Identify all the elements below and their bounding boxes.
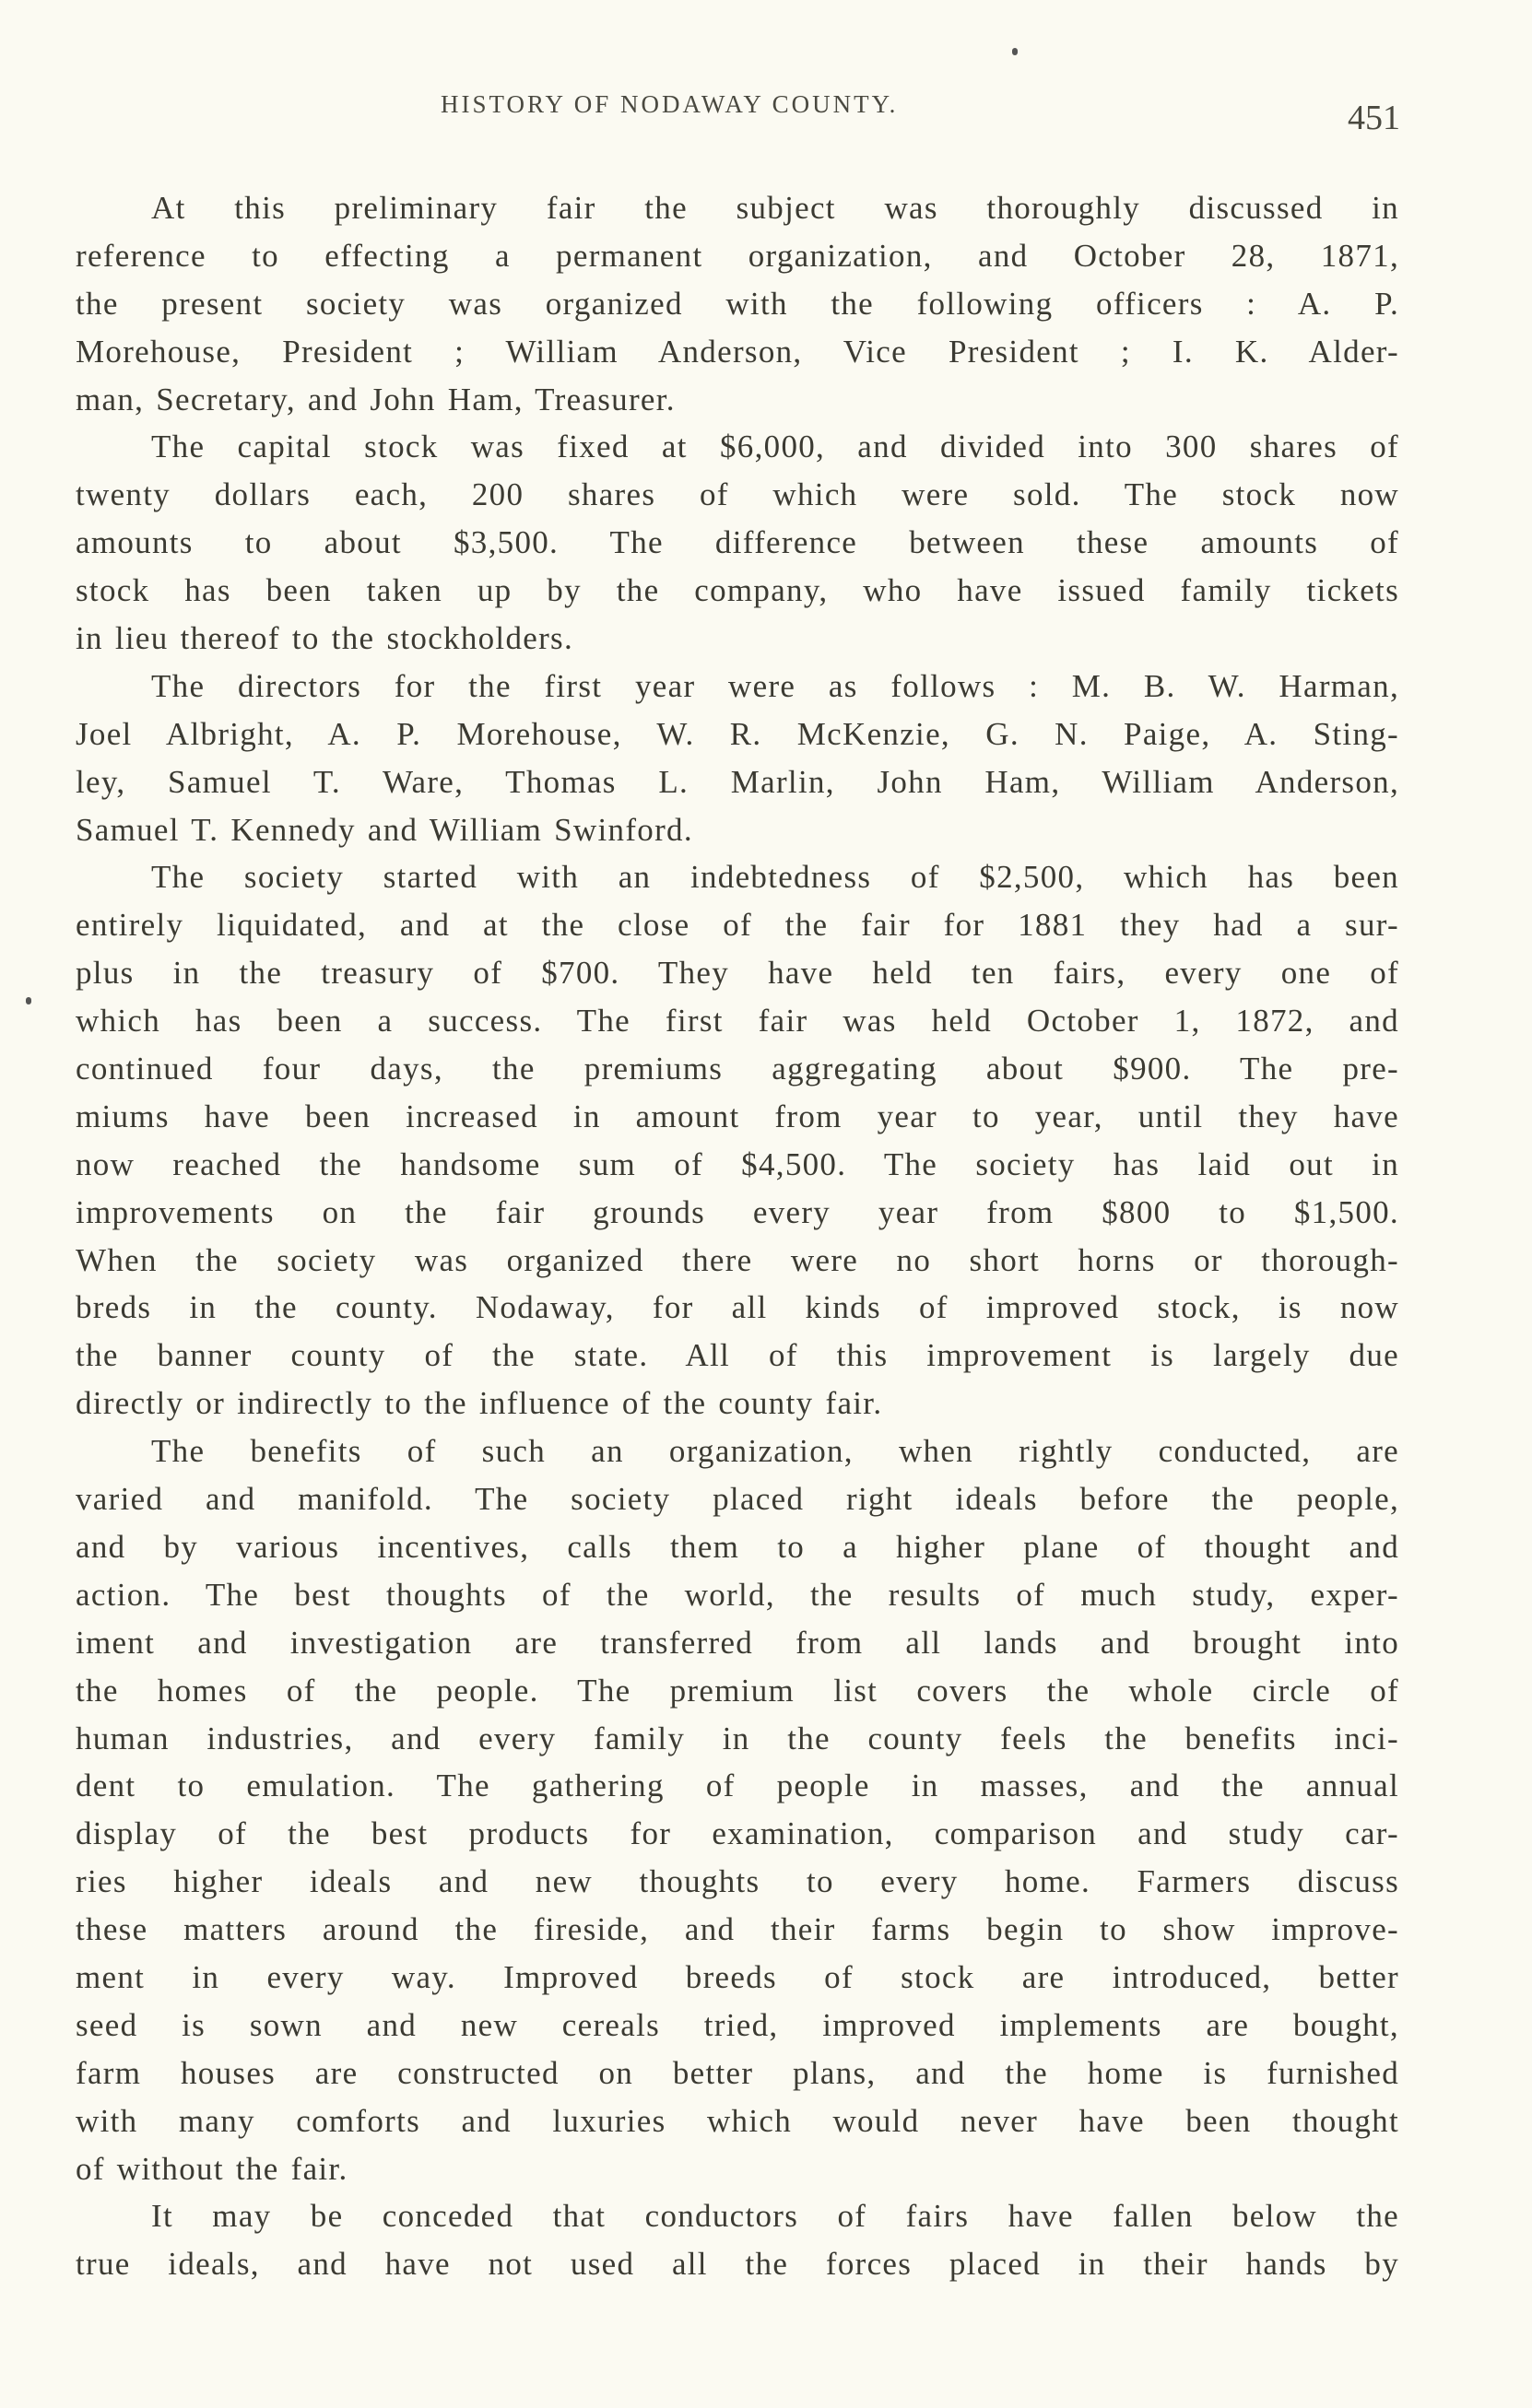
text-line: man, Secretary, and John Ham, Treasurer. <box>76 381 676 417</box>
text-line: The capital stock was fixed at $6,000, and divided into 300 shares of <box>151 429 1399 465</box>
paragraph <box>76 1427 1399 2192</box>
text-line: Morehouse, President ; William Anderson, Vice President ; I. K. Alder- <box>76 333 1399 370</box>
text-line: now reached the handsome sum of $4,500. The society has laid out in <box>76 1145 1399 1182</box>
text-line: varied and manifold. The society placed right ideals before the people, <box>76 1481 1399 1518</box>
text-line: Samuel T. Kennedy and William Swinford. <box>76 811 693 848</box>
text-line: the present society was organized with the following officers : A. P. <box>76 285 1399 322</box>
text-line: seed is sown and new cereals tried, improved implements are bought, <box>76 2006 1399 2043</box>
text-line: action. The best thoughts of the world, the results of much study, exper- <box>76 1576 1399 1613</box>
text-line: display of the best products for examination, comparison and study car- <box>76 1815 1399 1852</box>
text-line: in lieu thereof to the stockholders. <box>76 620 574 657</box>
text-line: true ideals, and have not used all the forces placed in their hands by <box>76 2246 1399 2283</box>
text-line: directly or indirectly to the influence of the county fair. <box>76 1385 883 1422</box>
paragraph <box>76 2192 1399 2288</box>
text-line: these matters around the fireside, and their farms begin to show improve- <box>76 1911 1399 1948</box>
paragraph <box>76 663 1399 854</box>
ink-speck <box>26 997 31 1004</box>
paragraph <box>76 853 1399 1427</box>
text-line: The directors for the first year were as follows : M. B. W. Harman, <box>151 667 1399 704</box>
text-line: It may be conceded that conductors of fairs have fallen below the <box>151 2198 1399 2235</box>
text-line: the homes of the people. The premium list covers the whole circle of <box>76 1672 1399 1709</box>
page-body <box>76 184 1399 2288</box>
text-line: At this preliminary fair the subject was thoroughly discussed in <box>151 190 1399 226</box>
page-number: 451 <box>1348 99 1400 137</box>
text-line: The society started with an indebtedness of $2,500, which has been <box>151 859 1399 896</box>
paragraph <box>76 184 1399 423</box>
text-line: human industries, and every family in the county feels the benefits inci- <box>76 1720 1399 1756</box>
text-line: amounts to about $3,500. The difference between these amounts of <box>76 524 1399 561</box>
text-line: The benefits of such an organization, when rightly conducted, are <box>151 1433 1399 1470</box>
text-line: entirely liquidated, and at the close of the fair for 1881 they had a sur- <box>76 907 1399 944</box>
text-line: twenty dollars each, 200 shares of which were sold. The stock now <box>76 476 1399 513</box>
text-line: ries higher ideals and new thoughts to every home. Farmers discuss <box>76 1863 1399 1900</box>
text-line: continued four days, the premiums aggregating about $900. The pre- <box>76 1051 1399 1087</box>
text-line: improvements on the fair grounds every year from $800 to $1,500. <box>76 1193 1399 1230</box>
text-line: and by various incentives, calls them to a higher plane of thought and <box>76 1528 1399 1565</box>
text-line: which has been a success. The first fair was held October 1, 1872, and <box>76 1003 1399 1040</box>
text-line: breds in the county. Nodaway, for all kinds of improved stock, is now <box>76 1289 1399 1326</box>
text-line: reference to effecting a permanent organization, and October 28, 1871, <box>76 237 1399 274</box>
text-line: farm houses are constructed on better plans, and the home is furnished <box>76 2054 1399 2091</box>
text-line: the banner county of the state. All of this improvement is largely due <box>76 1337 1399 1374</box>
text-line: plus in the treasury of $700. They have held ten fairs, every one of <box>76 955 1399 992</box>
text-line: Joel Albright, A. P. Morehouse, W. R. McKenzie, G. N. Paige, A. Sting- <box>76 715 1399 752</box>
text-line: dent to emulation. The gathering of people in masses, and the annual <box>76 1768 1399 1804</box>
ink-speck <box>1012 48 1018 55</box>
running-title: HISTORY OF NODAWAY COUNTY. <box>441 90 899 118</box>
text-line: of without the fair. <box>76 2150 348 2187</box>
text-line: When the society was organized there were no short horns or thorough- <box>76 1241 1399 1278</box>
text-line: ment in every way. Improved breeds of stock are introduced, better <box>76 1958 1399 1995</box>
text-line: with many comforts and luxuries which would never have been thought <box>76 2102 1399 2139</box>
paragraph <box>76 423 1399 662</box>
text-line: stock has been taken up by the company, who have issued family tickets <box>76 572 1399 609</box>
text-line: miums have been increased in amount from year to year, until they have <box>76 1098 1399 1134</box>
text-line: ley, Samuel T. Ware, Thomas L. Marlin, John Ham, William Anderson, <box>76 763 1399 800</box>
text-line: iment and investigation are transferred from all lands and brought into <box>76 1624 1399 1661</box>
